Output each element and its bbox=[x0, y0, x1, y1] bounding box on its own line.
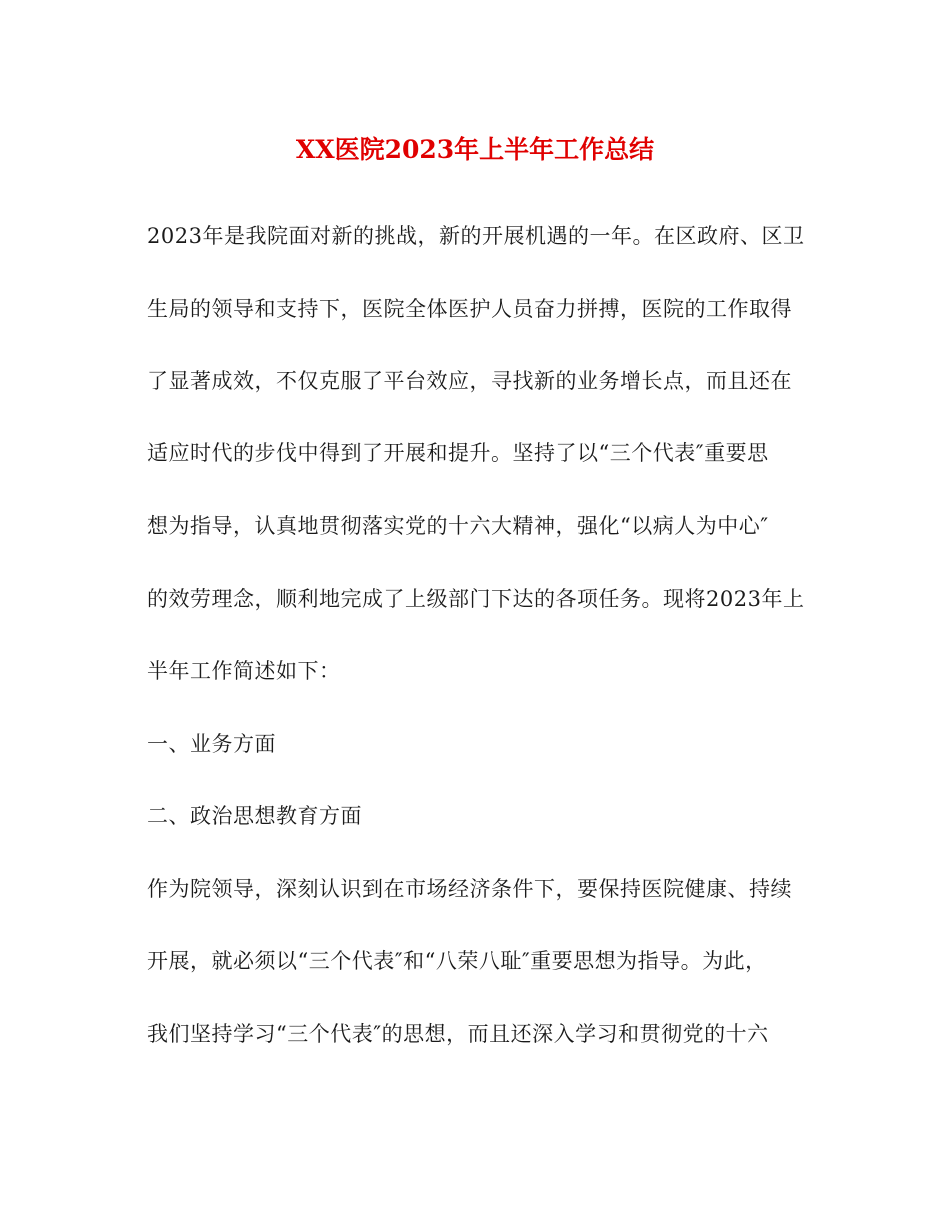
section-heading: 一、业务方面 bbox=[147, 732, 276, 756]
body-line: 生局的领导和支持下，医院全体医护人员奋力拼搏，医院的工作取得 bbox=[147, 297, 792, 321]
section-heading: 二、政治思想教育方面 bbox=[147, 804, 362, 828]
body-line: 我们坚持学习“三个代表″的思想，而且还深入学习和贯彻党的十六 bbox=[147, 1022, 769, 1046]
body-line: 适应时代的步伐中得到了开展和提升。坚持了以“三个代表″重要思 bbox=[147, 441, 769, 465]
body-line: 半年工作简述如下： bbox=[147, 659, 341, 683]
document-title: XX医院2023年上半年工作总结 bbox=[295, 135, 655, 164]
body-line: 开展，就必须以“三个代表″和“八荣八耻″重要思想为指导。为此， bbox=[147, 949, 767, 973]
body-line: 作为院领导，深刻认识到在市场经济条件下，要保持医院健康、持续 bbox=[147, 877, 792, 901]
body-line: 了显著成效，不仅克服了平台效应，寻找新的业务增长点，而且还在 bbox=[147, 369, 792, 393]
body-line: 2023年是我院面对新的挑战，新的开展机遇的一年。在区政府、区卫 bbox=[147, 224, 805, 248]
body-line: 想为指导，认真地贯彻落实党的十六大精神，强化“以病人为中心″ bbox=[147, 514, 769, 538]
body-line: 的效劳理念，顺利地完成了上级部门下达的各项任务。现将2023年上 bbox=[147, 587, 805, 611]
